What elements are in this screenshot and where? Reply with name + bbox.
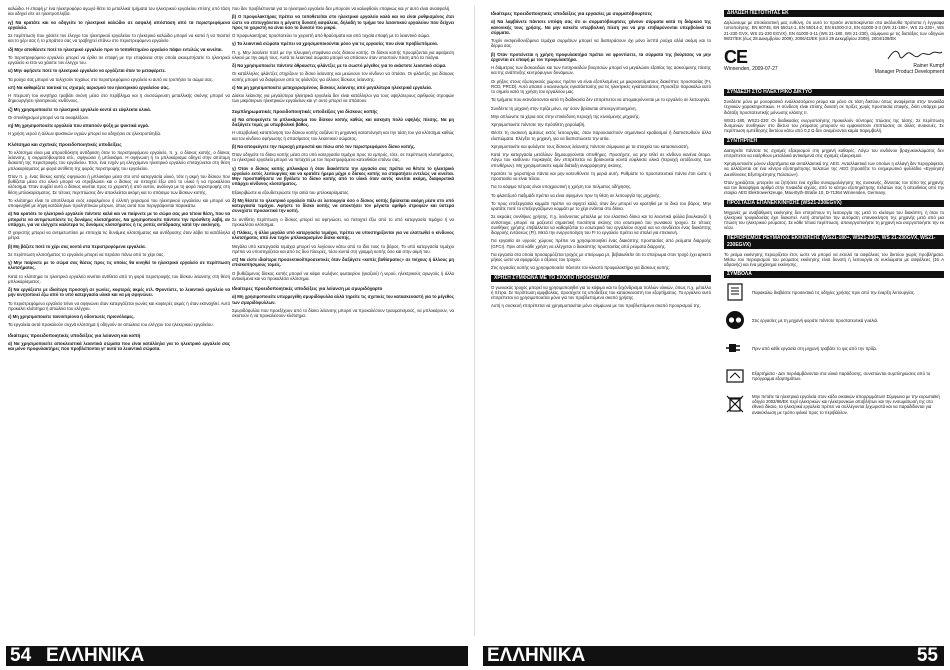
body-paragraph: Το φλαντζωτό παξιμάδι πρέπει να είναι σφιγμένο πριν τη θέση σε λειτουργία της μηχανής. [491, 192, 661, 198]
symbol-row-unplug [724, 337, 944, 359]
right-page-footer [483, 646, 944, 666]
warning-instruction: γ) Τα λειαντικά σώματα πρέπει να χρησιμοποιούνται μόνο για τις εργασίες που είναι προβλεπόμενα. [232, 41, 438, 47]
warning-instruction: ε) Να μη χρησιμοποιείτε μεταχειρισμένους δίσκους λείανσης από μεγαλύτερα ηλεκτρικά εργαλεία. [232, 84, 432, 90]
body-paragraph: Στις εργασίες κοπής να χρησιμοποιείτε πάντοτε τον κλειστό προφυλακτήρα για δίσκους κοπής. [491, 265, 671, 271]
restart-protection-text: Μηχανές με αναβάθμιση εκκίνησης δεν επιτρέπουν τη λειτουργία της μετά το κλείσιμο του διακόπτη, ή όταν το ηλεκτρικό τροφοδοσίας έχει διακοπεί. Αυτή αποτρέπει την αυτόματη επανεκκίνηση της μηχανής μετά από μια πτώση του ηλεκτρικού ρεύματος. Σε κάθε τέτοια περίπτωση, απενεργοποιήστε τη μηχανή και ενεργοποιήστε την εκ νέου. [724, 209, 944, 231]
language-label: ΕΛΛΗΝΙΚΑ [487, 645, 586, 666]
handwritten-signature [884, 47, 944, 63]
warning-instruction: ιε) Μην αφήσετε ποτέ το ηλεκτρικό εργαλείο να εργάζεται όταν το μεταφέρετε. [8, 68, 166, 74]
warning-instruction: δ) Μη θέσετε το ηλεκτρικό εργαλείο πάλι σε λειτουργία όσο ο δίσκος κοπής βρίσκεται ακόμη μέσα στο υπό κατεργασία τεμάχιο. Αφήστε το δίσκο κοπής να αποκτήσει τον μέγιστο αριθμό στροφών και ύστερα συνεχίστε προσεκτικά την κοπή. [232, 197, 454, 214]
section-heading: Ιδιαίτερες προειδοποιητικές υποδείξεις για λείανση και κοπή [8, 332, 141, 338]
warning-instruction: ε) Πλάκες, ή άλλα μεγάλα υπό κατεργασία τεμάχια, πρέπει να υποστηρίζονται για να ελαττωθεί ο κίνδυνος κλοτσήματος από ένα τυχόν μπλοκαρισμένο δίσκο κοπής. [232, 230, 454, 241]
warning-instruction: δ) Να χρησιμοποιείτε πάντοτε άθραυστες φλάντζες με το σωστό μέγεθος για το εκάστοτε λειαντικό σώμα. [232, 63, 447, 68]
body-paragraph: Τυχόν εκσφενδονιζόμενα τεμάχια συρμάτων μπορεί να διαπεράσουν όχι μόνο λεπτά ρούχα αλλά ακόμη και το δέρμα σας. [491, 38, 711, 49]
mains-connection-text: Συνδέετε μόνο με μονοφασικό εναλλασσόμενο ρεύμα και μόνο σε τάση δικτύου όπως αναφέρεται στην πινακίδα τεχνικών χαρακτηριστικών. Η σύνδεση είναι επίσης δυνατή σε πρίζες χωρίς προστασία επαφής, διότι υπάρχει μια διάταξη προστατευτικής μόνωσης κλάσης ΙΙ. [724, 99, 944, 115]
accessory-not-included-icon [724, 365, 746, 387]
body-paragraph: Κατά την κατεργασία μετάλλων δημιουργούνται σπινθήρες. Προσέχετε, να μην τεθεί σε κίνδυνο κανένα άτομο. Λόγω του κινδύνου πυρκαγιάς δεν επιτρέπεται να βρίσκονται κοντά εύφλεκτα υλικά (περιοχή εκτόξευσης των σπινθήρων). Μη χρησιμοποιείτε καμία διάταξη αναρρόφησης σκόνης. [491, 152, 711, 168]
body-paragraph: Σμυριδόφυλλα που προεξέχουν από το δίσκο λείανσης μπορεί να προκαλέσουν τραυματισμούς, να μπλοκάρουν, να σκιστούν ή να προκαλέσουν κλότσημα. [232, 307, 454, 318]
body-paragraph: Ο γωνιακός τροχός μπορεί να χρησιμοποιηθεί για το κόψιμο και το ξεχόνδρισμα πολλών υλικών, όπως π.χ. μέταλλο ή πέτρα. Σε περίπτωση αμφιβολίας, προσέχετε τις υποδείξεις του κατασκευαστή του εξαρτήματος. Το εργαλείο αυτό επιτρέπεται να χρησιμοποιείται μόνο για τον προβλεπόμενο σκοπό χρήσης. [491, 284, 711, 300]
warning-instruction: ιστ) Να καθαρίζετε τακτικά τις σχισμές αερισμού του ηλεκτρικού εργαλείου σας. [8, 84, 170, 90]
ec-declaration-header: ΔΗΛΩΣΗ ΠΙΣΤΟΤΗΤΑΣ ΕΚ [724, 10, 944, 17]
body-paragraph: Π. χ. Μην λειαίνετε ποτέ με την πλευρική επιφάνεια ενός δίσκου κοπής. Οι δίσκοι κοπής προορίζονται για αφαίρεση υλικού με την ακμή τους. Αυτά τα λειαντικά σώματα μπορεί να σπάσουν όταν υποστούν πίεση από τα πλάγια. [232, 49, 454, 60]
warning-instruction: α) Να κρατάτε το ηλεκτρικό εργαλείο πάντοτε καλά και να παίρνετε με το σώμα σας μια τέτοια θέση, που να μπορείτε να αντιμετωπίσετε τις δυνάμεις κλοτσήματος. Να χρησιμοποιείτε πάντοτε την πρόσθετη λαβή, αν υπάρχει, για να ελέγχετε καλύτερα τις δυνάμεις κλοτσήματος ή τις ροπές αντίδρασης κατά την εκκίνηση. [8, 211, 230, 227]
section-heading: Συμπληρωματικές προειδοποιητικές υποδείξεις για δίσκους κοπής [232, 108, 378, 114]
unplug-icon [724, 337, 746, 359]
body-paragraph: Όταν οδηγείτε το δίσκο κοπής μέσα στο υπό κατεργασία τεμάχιο προς τα εμπρός, τότε, σε περίπτωση κλοτσήματος, το ηλεκτρικό εργαλείο μπορεί να πεταχτεί με τον περιστρεφόμενο κατευθείαν επάνω σας. [232, 152, 454, 163]
body-paragraph: Όταν π. χ. ένας δίσκος κοπής σφηνώσει ή μπλοκάρει μέσα στο υπό κατεργασία υλικό, τότε η ακμή του δίσκου που βυθίζεται μέσα στο υλικό μπορεί να στρεβλώσει και ο δίσκος να πεταχτεί έξω από το υλικό ή να προκαλέσει κλότσημα. Όταν συμβεί αυτό ο δίσκος κινείται προς το χειριστή ή από αυτόν, ανάλογα με τη φορά περιστροφής στη θέση μπλοκαρίσματος. Σε τέτοιες περιπτώσεις δεν αποκλείεται ακόμη και το σπάσιμο των δίσκων κοπής. [8, 173, 230, 195]
warning-instruction: γ) Μην παίρνετε με το σώμα σας θέσεις προς τις οποίες θα κινηθεί το ηλεκτρικό εργαλείο σε περίπτωση κλοτσήματος. [8, 260, 230, 271]
body-paragraph: Η χρήση νερού ή άλλων ψυκτικών υγρών μπορεί να οδηγήσει σε ηλεκτροπληξία. [8, 131, 162, 137]
body-paragraph: Το προς επεξεργασία κομμάτι πρέπει να σφιχτεί καλά, όταν δεν μπορεί να κρατηθεί με το δικό του βάρος. Μην κρατάτε ποτέ το επεξεργαζόμενο κομμάτι με το χέρι ενάντια στο δίσκο. [491, 200, 711, 211]
body-paragraph: Το περιστρεφόμενο εργαλείο μπορεί να έρθει σε επαφή με την επιφάνεια στην οποία ακουμπήσατε το ηλεκτρικό εργαλείο κι έτσι να χάσετε τον έλεγχο του. [8, 54, 230, 65]
mains-connection-header: ΣΥΝΔΕΣΗ ΣΤΟ ΗΛΕΚΤΡΙΚΟ ΔΙΚΤΥΟ [724, 89, 944, 96]
warning-instruction: στ) Να είστε ιδιαίτερα προσεκτικοί/προσεκτικές όταν διεξάγετε «κοπές βυθίσματος» σε τοίχους ή άλλους μη επισκοπήσιμους τομείς. [232, 257, 454, 268]
body-paragraph: Τα τμήματα που εκτινάσσονται κατά τη διαδικασία δεν επιτρέπεται να απομακρύνονται με το εργαλείο σε λειτουργία. [491, 97, 711, 103]
section-heading: Ιδιαίτερες προειδοποιητικές υποδείξεις για εργασίες με συρματόβουρτσες [491, 11, 653, 16]
body-paragraph: Ο βυθιζόμενος δίσκος κοπής μπορεί να κόψει σωλήνες φωταερίου (γκαζιού) ή νερού, ηλεκτρικούς αγωγούς ή άλλα αντικείμενα και να προκαλέσει κλότσημα. [232, 270, 454, 281]
body-paragraph: Το κλότσημα είναι μια απροσδόκητη αντίδραση όταν το περιστρεφόμενο εργαλείο, π. χ. ο δίσκος κοπής, ο δίσκος λείανσης, η συρματόβουρτσα κτλ., σφηνώσει ή μπλοκάρει. Η σφήνωση ή το μπλοκάρισμα οδηγεί στην απότομη διακοπή της περιστροφής του εργαλείου. Έτσι, ένα τυχόν μη ελεγχόμενο ηλεκτρικό εργαλείο επιταχύνεται στη θέση μπλοκαρίσματος με φορά αντίθετη της φοράς περιστροφής του εργαλείου. [8, 149, 230, 171]
signer-title: Manager Product Development [874, 69, 944, 75]
warning-instruction: ιζ) Μη χρησιμοποιείτε το ηλεκτρικό εργαλείο κοντά σε εύφλεκτα υλικά. [8, 106, 151, 112]
body-paragraph: Τα ρούχα σας μπορεί να τυλιχτούν τυχαίως στο περιστρεφόμενο εργαλείο κι αυτό να τρυπήσει το σώμα σας. [8, 76, 214, 82]
maintenance-text-3: Όταν χρειάζεται, μπορείτε να ζητήσετε ένα σχέδιο συναρμολόγησης της συσκευής, δίνοντας τον τύπο της μηχανής και τον δεκαψήφιο αριθμό στην πινακίδα ισχύος, από το κέντρο εξυπηρέτησης πελατών σας ή απευθείας από την εταιρία AEG Elektrowerkzeuge, Max-Eyth-Straße 10, D-71364 Winnenden, Germany. [724, 179, 944, 196]
warning-instruction: γ) Όταν ο δίσκος κοπής μπλοκάρει ή όταν διακόπτετε την εργασία σας πρέπει να θέτετε το ηλεκτρικό εργαλείο εκτός λειτουργίας και να κρατάτε ήρεμα μέχρι ο δίσκος κοπής να σταματήσει εντελώς να κινείται. Μην προσπαθήσετε να βγάλετε το δίσκο κοπής από το υλικό όταν αυτός κινείται ακόμη, διαφορετικά υπάρχει κίνδυνος κλοτσήματος. [232, 165, 454, 187]
body-paragraph: Αυτή η συσκευή επιτρέπεται να χρησιμοποιείται μόνο σύμφωνα με τον προβλεπόμενο σκοπό προορισμού της. [491, 303, 701, 309]
body-paragraph: Το κλότσημα είναι το αποτέλεσμα ενός εσφαλμένου ή ελλιπή χειρισμού του ηλεκτρικού εργαλείου και μπορεί να αποφευχθεί με λήψη κατάλληλων προληπτικών μέτρων, όπως αυτά που περιγράφονται παρακάτω. [8, 197, 230, 208]
body-paragraph: Για εργασία σε υγρούς χώρους πρέπει να χρησιμοποιηθεί ένας διακόπτης προστασίας από ρεύματα διαρροής (GFCI). Πριν από κάθε χρήση να ελέγχεται ο διακόπτης προστασίας από ρεύματα διαρροής. [491, 238, 711, 249]
goggles-icon [724, 309, 746, 331]
ec-declaration-text: Δηλώνουμε με αποκλειστική μας ευθύνη, ότι αυτό το προϊόν ανταποκρίνεται στα ακόλουθα πρότυπα ή έγγραφα τυποποίησης. EN 60745, EN 55014-1, EN 55014-2, EN 61000-3-2, EN 61000-3-3 (WS 21-180+, WS 21-230+, WS 21-230 GVX, WS 21-230 EGVX), EN 61000-3-11 (WS 21-180, WS 21-230), σύμφωνα με τις διατάξεις των οδηγιών 98/37/EK (έως 28 Δεκεμβρίου 2009), 2006/42/EK (από 29 Δεκεμβρίου 2009), 2004/108/EK [724, 20, 944, 41]
signature-block [875, 47, 944, 75]
body-paragraph: Δίσκοι λείανσης για μεγαλύτερα ηλεκτρικά εργαλεία δεν είναι κατάλληλοι για τους υψηλότερους αριθμούς στροφών των μικρότερων ηλεκτρικών εργαλείων και γι' αυτό μπορεί να σπάσουν. [232, 93, 454, 104]
body-paragraph: Για εργασία στα οποία προσαρμόζεται τροχός με σπείρωμα μτ, βεβαιωθείτε ότι το σπείρωμα στον τροχό έχει αρκετό μήκος ώστε να εφαρμόζει ο άξονας του τροχού. [491, 251, 711, 262]
warning-instruction: β) Ο προφυλακτήρας πρέπει να τοποθετείται στο ηλεκτρικό εργαλείο καλά και να είναι ρυθμισμένος έτσι ώστε να επιτυγχάνεται η μέγιστη δυνατή ασφάλεια, δηλαδή το τμήμα του λειαντικού εργαλείου που δείχνει προς το χειριστή να είναι όσο το δυνατό πιο μικρό. [232, 14, 454, 30]
body-paragraph: Κατά το κλότσημα το ηλεκτρικό εργαλείο κινείται αντίθετα από τη φορά περιστροφής του δίσκου λείανσης στη θέση μπλοκαρίσματος. [8, 273, 230, 284]
page-number: 55 [916, 645, 938, 666]
language-label: ΕΛΛΗΝΙΚΑ [46, 645, 145, 666]
body-paragraph: Η διάμετρος των δισκοειδών και των ποτηροειδών βουρτσών μπορεί να μεγαλώσει εξαιτίας της ασκούμενης πίεσης και της ανάπτυξης κεντρόφυγων δυνάμεων. [491, 65, 711, 76]
body-paragraph: Τα εργαλεία αυτά προκαλούν συχνά κλότσημα ή οδηγούν σε απώλεια του ελέγχου του ηλεκτρικού εργαλείου. [8, 322, 214, 328]
body-paragraph: Σε περίπτωση που χάσετε τον έλεγχο του ηλεκτρικού εργαλείου το ηλεκτρικό καλώδιο μπορεί να κοπεί ή να πιαστεί και το χέρι σας ή το μπράτσο σας να τραβηχτεί επάνω στο περιστρεφόμενο εργαλείο. [8, 33, 230, 44]
body-paragraph: Ο προφυλακτήρας προστατεύει το χειριστή από θραύσματα και από τυχαία επαφή με το λειαντικό σώμα. [232, 33, 431, 38]
warning-instruction: α) Να χρησιμοποιείτε αποκλειστικά λειαντικά σώματα που είναι κατάλληλα για το ηλεκτρικό εργαλείο σας και μόνο προφυλακτήρες που προβλέπονται γι' αυτά τα λειαντικά σώματα. [8, 340, 230, 351]
ce-mark: CE [724, 47, 748, 67]
symbol-row-accessory [724, 365, 944, 387]
body-paragraph: Σε ακραίες συνθήκες χρήσης, π.χ. λειάνοντας μέταλλα με τον ελαστικό δίσκο και τα λειαντικά φύλλα βουλκανιζέ ή αντίστοιχα, μπορεί να μαζευτεί σημαντική ποσότητα σκόνης στο εσωτερικό του γωνιακού τροχού. Σε τέτοιες συνθήκες χρήσης επιβάλλεται να καθαρίζεται το εσωτερικό του εργαλείου συχνά και να συνδέεται ένας διακόπτης διαρροής εντάσεως (FI). Μετά την ενεργοποίηση του FI το εργαλείο πρέπει να σταλεί για επισκευή. [491, 214, 711, 235]
warning-instruction: δ) Να εργάζεστε με ιδιαίτερη προσοχή σε γωνίες, κοφτερές ακμές κτλ. Φροντίστε, το λειαντικό εργαλείο να μην κινητοποιεί έξω από το υπό κατεργασία υλικό και να μη σφηνώνει. [8, 287, 230, 298]
maintenance-text-2: Χρησιμοποιείτε μόνον εξαρτήματα και ανταλλακτικά της AEG. Ανταλλακτικά των οποίων η αλλαγή δεν περιγράφεται, να αλλάζονται σε ένα κέντρο εξυπηρέτησης πελατών της AEG (προσέξτε το ενημερωτικό φυλλάδιο «Εγγύηση/Διευθύνσεις Εξυπηρέτησης Πελατών»). [724, 161, 944, 177]
body-paragraph: Ο χειριστής μπορεί να αντιμετωπίσει με επιτυχία τις δυνάμεις κλοτσήματος και αντίδρασης όταν λάβει τα κατάλληλα μέτρα. [8, 230, 230, 241]
symbol-text: Εξαρτήματα - Δεν περιλαμβάνονται στα υλικά παράδοσης, συνιστώνται συμπληρώσεις από το πρόγραμμα εξαρτημάτων. [752, 371, 931, 382]
warning-instruction: β) Μη βάζετε ποτέ το χέρι σας κοντά στα περιστρεφόμενα εργαλεία. [8, 243, 146, 249]
certification-block [724, 47, 944, 85]
body-paragraph: Σε αντίθετη περίπτωση ο δίσκος μπορεί να σφηνώσει, να πεταχτεί έξω από το υπό κατεργασία τεμάχιο ή να προκαλέσει κλότσημα. [232, 216, 454, 227]
symbol-row-manual [724, 281, 944, 303]
body-paragraph: Εξακριβώστε κι εξουδετερώστε την αιτία του μπλοκαρίσματος. [232, 189, 350, 195]
place-date: Winnenden, 2009-07-27 [724, 66, 778, 72]
body-paragraph: Κρατάτε το χειριστήριο πάντα και μην κατευθύνετε τη μεριά αυτή. Ρυθμίστε το προστατευτικό πάντα έτσι ώστε η προστασία να είναι τέλεια. [491, 170, 711, 181]
warning-instruction: β) Όταν προτείνεται η χρήση προφυλακτήρα πρέπει να φροντίσετε, τα σύρματα της βούρτσας να μην έρχονται σε επαφή με τον προφυλακτήρα. [491, 51, 711, 62]
mains-connection-text-2: WS21-180, WS21-230: Οι διαδικασίες ενεργοποίησης προκαλούν σύντομες πτώσεις της τάσης. Σε περίπτωση δυσμενών συνθηκών στο δίκτυο του ρεύματος μπορούν να εμφανιστούν επιπτώσεις σε άλλες συσκευές. Σε περίπτωση εμπέδησης δικτύου κάτω από 0,2 Ω δεν αναμένονται καμία παρεμβολή. [724, 117, 944, 134]
body-paragraph: Μην απλώνετε τα χέρια σας στην επικίνδυνη περιοχή της κινούμενης μηχανής. [491, 113, 640, 119]
section-heading: Ιδιαίτερες προειδοποιητικές υποδείξεις για λείανση με σμυριδόχαρτο [232, 286, 383, 291]
body-paragraph: Η υπερβολική καταπόνηση του δίσκου κοπής αυξάνει τη μηχανική καταπόνηση και την τάση του για κλότσημα καθώς και τον κίνδυνο σφήνωσης ή σπασίματος του λειαντικού σώματος. [232, 130, 454, 141]
left-page-footer [6, 646, 468, 666]
section-heading: Κλότσημα και σχετικές προειδοποιητικές υποδείξεις [8, 141, 122, 147]
body-paragraph: Σε περίπτωση κλοτσήματος το εργαλείο μπορεί να περάσει πάνω από το χέρι σας. [8, 251, 165, 257]
right-page-column-2 [724, 6, 944, 638]
body-paragraph: Το περιστρεφόμενο εργαλείο τείνει να σφηνώνει όταν κατεργάζεται γωνίες και κοφτερές ακμές ή όταν εκτιναχθεί. Αυτό προκαλεί κλότσημα ή απώλεια του ελέγχου. [8, 300, 230, 311]
body-paragraph: που δεν προβλέπονται για το ηλεκτρικό εργαλείο δεν μπορούν να καλυφθούν επαρκώς και γι' αυτό είναι ανασφαλή. [232, 6, 451, 11]
warning-instruction: ιδ) Μην αποθέσετε ποτέ το ηλεκτρικό εργαλείο πριν το τοποθετημένο εργαλείο πάψει εντελώς να κινείται. [8, 46, 223, 52]
page-number: 54 [10, 645, 32, 666]
restart-protection-header: ΠΡΟΣΤΑΣΙΑ ΕΠΑΝΕΚΚΙΝΗΣΗΣ (WS21-230EGVX) [724, 200, 944, 207]
body-paragraph: Χρησιμοποιείτε πάντοτε την πρόσθετη χειρολαβή. [491, 122, 586, 127]
weee-bin-icon [724, 393, 746, 415]
body-paragraph: Οι σπινθηρισμοί μπορεί να τα αναφλέξουν. [8, 114, 90, 120]
maintenance-header: ΣΥΝΤΗΡΗΣΗ [724, 138, 944, 145]
warning-instruction: α) Να αποφεύγετε το μπλοκάρισμα του δίσκου κοπής καθώς και ασκηση πολύ υψηλής πίεσης. Να μη διεξάγετε τομές με υπερβολικό βάθος. [232, 116, 454, 127]
symbol-row-weee [724, 393, 944, 415]
left-page-column-2 [232, 6, 454, 638]
body-paragraph: Οι κατάλληλες φλάντζες στηρίζουν το δίσκο λείανσης και μειώνουν τον κίνδυνο να σπάσει. Οι φλάντζες για δίσκους κοπής μπορεί να διαφέρουν από τις φλάντζες για άλλους δίσκους λείανσης. [232, 71, 454, 82]
symbol-text: Πριν από κάθε εργασία στη μηχανή τραβάτε το φις από την πρίζα. [752, 345, 878, 351]
signer-name: Rainer Kumpf [913, 63, 944, 69]
warning-instruction: ιη) Μη χρησιμοποιείτε εργαλεία που απαιτούν ψύξη με ψυκτικά υγρά. [8, 123, 150, 128]
symbol-text: Παρακαλώ διαβάστε προσεκτικά τις οδηγίες χρήσης πριν από την έναρξη λειτουργίας. [752, 289, 916, 295]
body-paragraph: Μεγάλα υπό κατεργασία τεμάχια μπορεί να λυγίσουν κάτω από το ίδιο τους το βάρος. Το υπό κατεργασία τεμάχιο πρέπει να υποστηρίζεται και από τις δυο πλευρές, τόσο κοντά στη γραμμή κοπής όσο και στην ακμή του. [232, 243, 454, 254]
body-paragraph: Η πτερωτή του κινητήρα τραβάει σκόνη μέσα στο περίβλημα και η συσσώρευση μεταλλικής σκόνης μπορεί να δημιουργήσει ηλεκτρικούς κινδύνους. [8, 93, 230, 104]
symbol-text: Στις εργασίες με τη μηχανή φοράτε πάντοτε προστατευτικά γυαλιά. [752, 317, 879, 323]
body-paragraph: καλώδιο. Η επαφή μ' ένα ηλεκτροφόρο αγωγό θέτει τα μεταλλικά τμήματα του ηλεκτρικού εργαλείου επίσης υπό τάση και οδηγεί είτε σε ηλεκτροπληξία. [8, 6, 230, 17]
warning-instruction: α) Να λαμβάνετε πάντοτε υπόψη σας ότι οι συρματόβουρτσες χάνουν σύρματα κατά τη διάρκεια της κανονικής τους χρήσης. Να μην ασκείτε υπερβολική πίεση για να μην επιβαρύνονται υπερβολικά τα σύρματα. [491, 19, 711, 35]
warning-instruction: ε) Μη χρησιμοποιείτε ταινιοπρίονα ή οδοντωτές πριονόλαμες. [8, 314, 135, 319]
warning-instruction: β) Να αποφεύγετε την περιοχή μπροστά και πίσω από τον περιστρεφόμενο δίσκο κοπής. [232, 143, 416, 149]
page-divider [474, 6, 475, 636]
section-header: ΧΡΗΣΗ ΣΥΜΦΩΝΑ ΜΕ ΤΟ ΣΚΟΠΟ ΠΡΟΟΡΙΣΜΟΥ [491, 275, 711, 282]
soft-start-header: ΠΕΡΙΟΡΙΣΜΟΣ ΡΕΥΜΑΤΟΣ ΕΚΚΙΝΗΣΗΣ (WS21-180+, WS21-230+, WS 21-230GVX, WS21-230EGVX) [724, 235, 944, 249]
symbol-text: Μην πετάτε τα ηλεκτρικά εργαλεία στον κάδο οικιακών απορριμμάτων! Σύμφωνα με την ευρωπαϊκή οδηγία 2002/96/ΕΚ περί ηλεκτρικών και ηλεκτρονικών αποβλήτων και την ενσωμάτωσή της στο εθνικό δίκαιο, τα ηλεκτρικά εργαλεία πρέπει να συλλέγονται ξεχωριστά και να παραδίδονται για ανακύκλωση με τρόπο φιλικό προς το περιβάλλον. [752, 393, 940, 415]
right-page-column-1 [491, 6, 711, 638]
body-paragraph: Χρησιμοποιείτε και φυλάγετε τους δίσκους λείανσης πάντοτε σύμφωνα με τα στοιχεία του κατασκευαστή. [491, 143, 689, 149]
left-page-column-1 [8, 6, 230, 638]
body-paragraph: Συνδέετε τη μηχανή στην πρίζα μόνο, εφ' όσον βρίσκεται απενεργοποιημένη. [491, 105, 637, 111]
body-paragraph: Οι ρήξεις στους εξωτερικούς χώρους πρέπει να είναι εξοπλισμένες με μικροαυτόματους διακόπτες προστασίας (FI, RCD, PRCD). Αυτό απαιτεί ο κανονισμός εγκατάστασης για τις ηλεκτρικές εγκαταστάσεις. Προσέξτε παρακαλώ αυτό το σημείο κατά τη χρήση του εργαλείου μας. [491, 78, 711, 94]
maintenance-text: Διατηρείτε πάντοτε τις σχισμές εξαερισμού στη μηχανή καθαρές. Λόγω του κινδύνου βραχυκυκλώματος δεν επιτρέπεται να εισέρθουν μεταλλικά αντικείμενα στις σχισμές εξαερισμού. [724, 147, 944, 158]
soft-start-text: Το ρεύμα εκκίνησης περιορίζεται έτσι, ώστε να μπορεί να εκτελεί τα ασφάλειες του δικτύου χωρίς προβλήματα. Μέσω του περιορισμού του ρεύματος εκκίνησης είναι δυνατή η λειτουργία σε κυκλώματα με ασφάλειες (16 A αδρανής) και ένα μηχάνημα εκκίνησης. [724, 251, 944, 267]
symbols-header: ΣΥΜΒΟΛΑ [724, 271, 944, 278]
warning-instruction: α) Μη χρησιμοποιείτε υπερμεγέθη σμυριδόφυλλα αλλά τηρείτε τις σχετικές του κατασκευαστή για το μέγεθος των σμυριδόφυλλων. [232, 294, 454, 305]
body-paragraph: Θέστε τη συσκευή αμέσως εκτός λειτουργίας, όταν παρουσιαστούν σημαντικοί κραδασμοί ή διαπιστωθούν άλλα ελαττώματα. Ελέγξτε τη μηχανή, για να διαπιστώσετε την αιτία. [491, 130, 711, 141]
read-manual-icon [724, 281, 746, 303]
body-paragraph: Για το κόψιμο πέτρας είναι υποχρεωτική η χρήση του πελματος οδήγησης. [491, 184, 632, 190]
symbol-row-goggles [724, 309, 944, 331]
warning-instruction: ιγ) Να κρατάτε και να οδηγείτε το ηλεκτρικό καλώδιο σε ασφαλή απόσταση από τα περιστρεφόμενα εργαλεία. [8, 19, 230, 30]
